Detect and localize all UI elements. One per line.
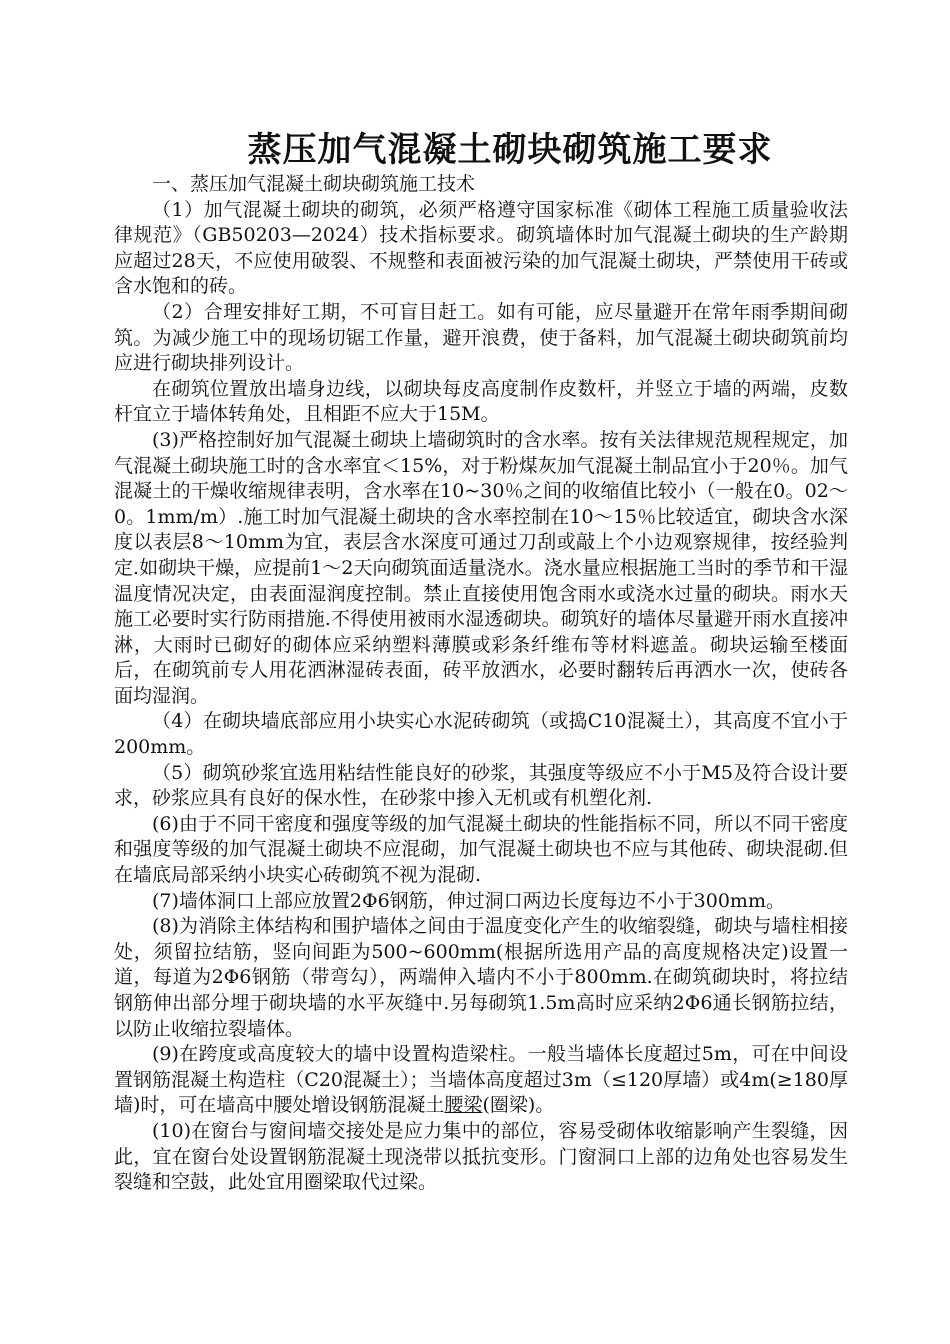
paragraph-9 xyxy=(114,1042,848,1119)
paragraph-setout: 在砌筑位置放出墙身边线，以砌块每皮高度制作皮数杆，并竖立于墙的两端，皮数杆宜立于墙体转角处，且相距不应大于15M。 xyxy=(114,377,848,426)
paragraph-3: (3)严格控制好加气混凝土砌块上墙砌筑时的含水率。按有关法律规范规程规定，加气混凝土砌块施工时的含水率宜＜15%，对于粉煤灰加气混凝土制品宜小于20％。加气混凝土的干燥收缩规律表明，含水率在10~30％之间的收缩值比较小（一般在0。02～0。1mm/m）.施工时加气混凝土砌块的含水率控制在10～15％比较适宜，砌块含水深度以表层8～10mm为宜，表层含水深度可通过刀刮或敲上个小边观察规律，按经验判定.如砌块干燥，应提前1～2天向砌筑面适量浇水。浇水量应根据施工当时的季节和干湿温度情况决定，由表面湿润度控制。禁止直接使用饱含雨水或浇水过量的砌块。雨水天施工必要时实行防雨措施.不得使用被雨水湿透砌块。砌筑好的墙体尽量避开雨水直接冲淋，大雨时已砌好的砌体应采纳塑料薄膜或彩条纤维布等材料遮盖。砌块运输至楼面后，在砌筑前专人用花洒淋湿砖表面，砖平放洒水，必要时翻转后再洒水一次，使砖各面均湿润。 xyxy=(114,428,848,707)
paragraph-7: (7)墙体洞口上部应放置2Φ6钢筋，伸过洞口两边长度每边不小于300mm。 xyxy=(152,889,785,912)
section-heading: 一、蒸压加气混凝土砌块砌筑施工技术 xyxy=(152,173,476,195)
paragraph-8: (8)为消除主体结构和围护墙体之间由于温度变化产生的收缩裂缝，砌块与墙柱相接处，须留拉结筋，竖向间距为500~600mm(根据所选用产品的高度规格决定)设置一道，每道为2Φ6钢筋（带弯勾），两端伸入墙内不小于800mm.在砌筑砌块时，将拉结钢筋伸出部分埋于砌块墙的水平灰缝中.另每砌筑1.5m高时应采纳2Φ6通长钢筋拉结，以防止收缩拉裂墙体。 xyxy=(114,915,848,1040)
paragraph-9-text-start: (9)在跨度或高度较大的墙中设置构造梁柱。一般当墙体长度超过5m，可在中间设置钢筋混凝土构造柱（C20混凝土）；当墙体高度超过3m（≤120厚墙）或4m(≥180厚墙)时，可在墙高中腰处增设钢筋混凝土 xyxy=(114,1043,848,1117)
paragraph-10: (10)在窗台与窗间墙交接处是应力集中的部位，容易受砌体收缩影响产生裂缝，因此，宜在窗台处设置钢筋混凝土现浇带以抵抗变形。门窗洞口上部的边角处也容易发生裂缝和空鼓，此处宜用圈梁取代过梁。 xyxy=(114,1119,848,1194)
document-body xyxy=(114,172,848,1196)
paragraph-2: （2）合理安排好工期，不可盲目赶工。如有可能，应尽量避开在常年雨季期间砌筑。为减少施工中的现场切锯工作量，避开浪费，使于备料，加气混凝土砌块砌筑前均应进行砌块排列设计。 xyxy=(114,300,848,375)
paragraph-4: （4）在砌块墙底部应用小块实心水泥砖砌筑（或捣C10混凝土），其高度不宜小于200mm。 xyxy=(114,710,848,759)
paragraph-6: (6)由于不同干密度和强度等级的加气混凝土砌块的性能指标不同，所以不同干密度和强度等级的加气混凝土砌块不应混砌，加气混凝土砌块也不应与其他砖、砌块混砌.但在墙底局部采纳小块实心砖砌筑不视为混砌. xyxy=(114,812,848,887)
document-title: 蒸压加气混凝土砌块砌筑施工要求 xyxy=(247,130,773,170)
paragraph-1: （1）加气混凝土砌块的砌筑，必须严格遵守国家标准《砌体工程施工质量验收法律规范》（GB50203—2024）技术指标要求。砌筑墙体时加气混凝土砌块的生产龄期应超过28天，不应使用破裂、不规整和表面被污染的加气混凝土砌块，严禁使用干砖或含水饱和的砖。 xyxy=(114,198,848,298)
paragraph-5: （5）砌筑砂浆宜选用粘结性能良好的砂浆，其强度等级应不小于M5及符合设计要求，砂浆应具有良好的保水性，在砂浆中掺入无机或有机塑化剂. xyxy=(114,761,848,810)
paragraph-9-text-end: (圈梁)。 xyxy=(482,1094,555,1117)
underlined-term: 腰梁 xyxy=(444,1094,483,1117)
